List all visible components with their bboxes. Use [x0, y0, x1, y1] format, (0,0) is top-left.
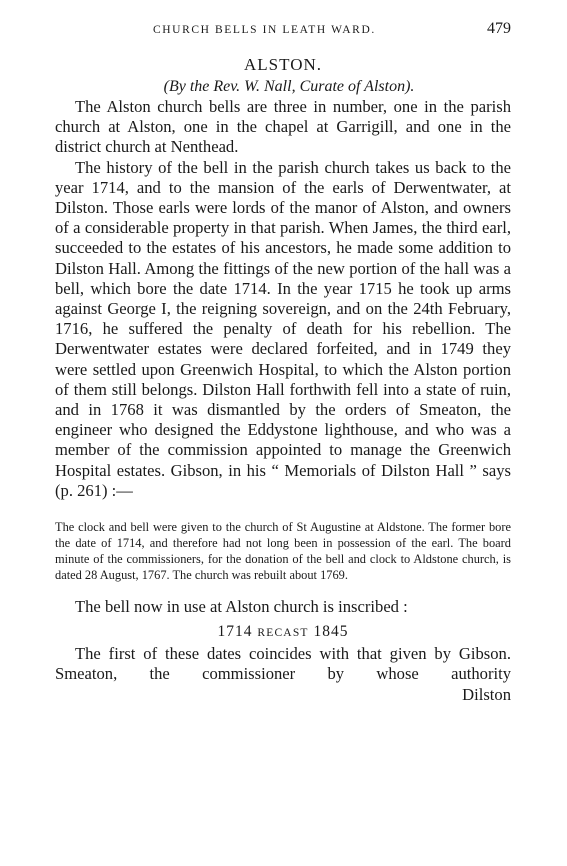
running-title: CHURCH BELLS IN LEATH WARD.	[153, 24, 376, 36]
quotation-block: The clock and bell were given to the church of St Augustine at Aldstone. The former bore the date of 1714, and therefore had not long been in possession of the earl. The board minute of the commissioners, for the donation of the bell and clock to Aldstone church, is dated 28 August, 1767. The church was rebuilt about 1769.	[55, 520, 511, 583]
paragraph-bell-history: The history of the bell in the parish church takes us back to the year 1714, and to the mansion of the earls of Derwentwater, at Dilston. Those earls were lords of the manor of Alston, and owners of a considerable property in that parish. When James, the third earl, succeeded to the estates of his ancestors, he made some addition to Dilston Hall. Among the fittings of the new portion of the hall was a bell, which bore the date 1714. In the year 1715 he took up arms against George I, the reigning sovereign, and on the 24th February, 1716, he suffered the penalty of death for his rebellion. The Derwentwater estates were declared forfeited, and in 1749 they were settled upon Greenwich Hospital, to which the Alston portion of them still belongs. Dilston Hall forthwith fell into a state of ruin, and in 1768 it was dismantled by the orders of Smeaton, the engineer who designed the Eddystone lighthouse, and who was a member of the commission appointed to manage the Greenwich Hospital estates. Gibson, in his “ Memorials of Dilston Hall ” says (p. 261) :—	[55, 157, 511, 500]
inscription-date-1: 1714	[217, 623, 253, 641]
catchword: Dilston	[462, 684, 511, 704]
section-heading: ALSTON.	[244, 55, 322, 74]
page-number: 479	[487, 20, 511, 37]
paragraph-closing: The first of these dates coincides with that given by Gibson. Smeaton, the commissioner by whose authority	[55, 644, 511, 684]
section-byline: (By the Rev. W. Nall, Curate of Alston).	[163, 78, 415, 95]
inscription-date-2: 1845	[313, 623, 349, 641]
inscription-word: RECAST	[257, 627, 309, 640]
paragraph-inscription-intro: The bell now in use at Alston church is inscribed :	[75, 597, 408, 617]
paragraph-bells-count: The Alston church bells are three in number, one in the parish church at Alston, one in the chapel at Garrigill, and one in the district church at Nenthead.	[55, 97, 511, 157]
bell-inscription	[55, 621, 511, 644]
running-head	[55, 18, 511, 44]
book-page	[55, 18, 511, 705]
